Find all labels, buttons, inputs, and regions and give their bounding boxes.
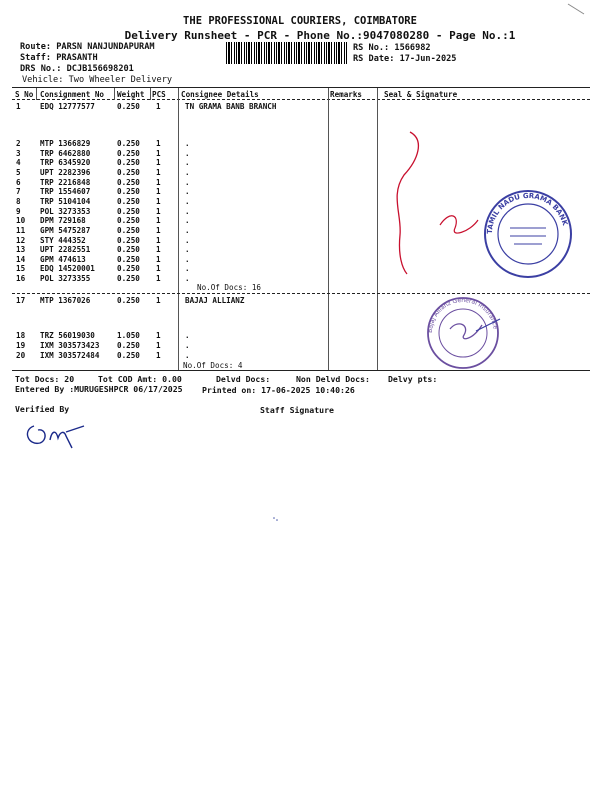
cell-weight: 0.250: [117, 158, 140, 168]
cell-consignment: TRZ 56019030: [40, 331, 95, 340]
cell-sno: 13: [16, 245, 26, 255]
col-sno: S No: [15, 90, 34, 99]
verified-signature: [27, 426, 84, 448]
cell-sno: 11: [16, 225, 26, 235]
vehicle-label: Vehicle:: [22, 75, 64, 85]
col-divider: [114, 88, 115, 100]
col-pcs: PCS: [152, 90, 166, 99]
cell-weight: 0.250: [117, 341, 140, 350]
col-seal: Seal & Signature: [384, 90, 458, 99]
rs-date: RS Date: 17-Jun-2025: [353, 54, 457, 64]
cell-sno: 7: [16, 187, 21, 197]
cell-weight: 1.050: [117, 331, 140, 340]
cell-sno: 17: [16, 296, 26, 305]
cell-details: .: [185, 148, 190, 158]
cell-consignment: UPT 2282551: [40, 245, 91, 255]
table-row: [0, 178, 600, 188]
cell-details: .: [185, 196, 190, 206]
cell-sno: 9: [16, 206, 21, 216]
table-bottom-rule: [12, 370, 590, 371]
staff-line: [20, 53, 98, 63]
cell-consignment: TRP 6462880: [40, 148, 91, 158]
cell-pcs: 1: [156, 225, 161, 235]
cell-weight: 0.250: [117, 102, 140, 111]
cell-consignment: UPT 2282396: [40, 167, 91, 177]
cell-pcs: 1: [156, 148, 161, 158]
insurance-stamp: [424, 295, 502, 371]
route-value: PARSN NANJUNDAPURAM: [56, 42, 155, 52]
cell-consignment: MTP 1367026: [40, 296, 91, 305]
drs-value: DCJB156698201: [66, 64, 134, 74]
cell-details: .: [185, 341, 190, 350]
cell-details: .: [185, 264, 190, 274]
cell-details: .: [185, 274, 190, 284]
cell-consignment: TRP 2216848: [40, 177, 91, 187]
cell-sno: 18: [16, 331, 26, 340]
col-divider: [150, 88, 151, 100]
cell-weight: 0.250: [117, 245, 140, 255]
cell-consignment: IXM 303572484: [40, 351, 100, 360]
cell-sno: 2: [16, 139, 21, 148]
drs-line: [20, 64, 134, 74]
route-line: [20, 42, 155, 52]
cell-consignment: GPM 5475287: [40, 225, 91, 235]
cell-pcs: 1: [156, 187, 161, 197]
cell-sno: 14: [16, 254, 26, 264]
cell-weight: 0.250: [117, 139, 140, 148]
consignee-name: BAJAJ ALLIANZ: [185, 296, 245, 305]
cell-sno: 8: [16, 196, 21, 206]
cell-pcs: 1: [156, 296, 161, 305]
cell-pcs: 1: [156, 206, 161, 216]
cell-weight: 0.250: [117, 225, 140, 235]
cell-consignment: TRP 5104104: [40, 196, 91, 206]
cell-weight: 0.250: [117, 351, 140, 360]
table-row: [0, 102, 600, 112]
cell-pcs: 1: [156, 102, 161, 111]
table-row: [0, 168, 600, 178]
entered-by: Entered By :MURUGESHPCR 06/17/2025: [15, 384, 183, 394]
cell-sno: 4: [16, 158, 21, 168]
table-row: [0, 331, 600, 341]
staff-value: PRASANTH: [56, 53, 98, 63]
staff-label: Staff:: [20, 53, 52, 63]
cell-pcs: 1: [156, 139, 161, 148]
cell-sno: 15: [16, 264, 26, 274]
cell-weight: 0.250: [117, 274, 140, 284]
col-remarks: Remarks: [330, 90, 363, 99]
cell-weight: 0.250: [117, 206, 140, 216]
cell-consignment: MTP 1366829: [40, 139, 91, 148]
delivery-points: Delvy pts:: [388, 374, 438, 384]
staff-signature-label: Staff Signature: [260, 405, 334, 415]
table-row: [0, 139, 600, 149]
table-row: [0, 296, 600, 306]
vehicle-value: Two Wheeler Delivery: [68, 75, 173, 85]
cell-details: .: [185, 177, 190, 187]
non-delivered-docs: Non Delvd Docs:: [296, 374, 370, 384]
cell-pcs: 1: [156, 158, 161, 168]
header-rule: [12, 99, 590, 100]
cell-details: .: [185, 245, 190, 255]
col-weight: Weight: [117, 90, 145, 99]
cell-sno: 16: [16, 274, 26, 284]
cell-pcs: 1: [156, 245, 161, 255]
cell-weight: 0.250: [117, 167, 140, 177]
group1-doc-count: No.Of Docs: 16: [197, 283, 262, 292]
rs-number: RS No.: 1566982: [353, 43, 431, 53]
cell-weight: 0.250: [117, 148, 140, 158]
cell-pcs: 1: [156, 254, 161, 264]
cell-consignment: POL 3273353: [40, 206, 91, 216]
bank-stamp: [482, 188, 574, 280]
delivered-docs: Delvd Docs:: [216, 374, 271, 384]
svg-text:Bajaj Allianz General Insuranc: [427, 297, 499, 333]
cell-pcs: 1: [156, 235, 161, 245]
cell-sno: 20: [16, 351, 26, 360]
group2-doc-count: No.Of Docs: 4: [183, 361, 243, 370]
col-consignment: Consignment No: [40, 90, 105, 99]
total-cod: Tot COD Amt: 0.00: [98, 374, 182, 384]
cell-pcs: 1: [156, 274, 161, 284]
cell-consignment: POL 3273355: [40, 274, 91, 284]
verified-by: Verified By: [15, 404, 70, 414]
cell-consignment: EDQ 14520001: [40, 264, 95, 274]
table-row: [0, 149, 600, 159]
col-consignee: Consignee Details: [181, 90, 259, 99]
consignee-name: TN GRAMA BANB BRANCH: [185, 102, 277, 111]
cell-sno: 3: [16, 148, 21, 158]
cell-sno: 1: [16, 102, 21, 111]
table-row: [0, 158, 600, 168]
printed-on: Printed on: 17-06-2025 10:40:26: [202, 385, 355, 395]
barcode: [226, 42, 347, 64]
runsheet-title: Delivery Runsheet - PCR - Phone No.:9047080280 - Page No.:1: [124, 29, 516, 42]
vehicle-line: [22, 75, 172, 85]
cell-details: .: [185, 235, 190, 245]
cell-weight: 0.250: [117, 296, 140, 305]
cell-sno: 6: [16, 177, 21, 187]
cell-consignment: IXM 303573423: [40, 341, 100, 350]
cell-sno: 12: [16, 235, 26, 245]
cell-weight: 0.250: [117, 216, 140, 226]
group-rule: [12, 293, 590, 294]
cell-pcs: 1: [156, 331, 161, 340]
cell-details: .: [185, 351, 190, 360]
table-row: [0, 351, 600, 361]
cell-details: .: [185, 167, 190, 177]
cell-details: .: [185, 254, 190, 264]
cell-sno: 19: [16, 341, 26, 350]
cell-consignment: GPM 474613: [40, 254, 86, 264]
cell-details: .: [185, 158, 190, 168]
cell-consignment: STY 444352: [40, 235, 86, 245]
cell-weight: 0.250: [117, 235, 140, 245]
cell-details: .: [185, 331, 190, 340]
cell-pcs: 1: [156, 351, 161, 360]
cell-consignment: DPM 729168: [40, 216, 86, 226]
cell-pcs: 1: [156, 264, 161, 274]
cell-pcs: 1: [156, 167, 161, 177]
cell-weight: 0.250: [117, 177, 140, 187]
cell-pcs: 1: [156, 196, 161, 206]
table-top-rule: [12, 87, 590, 88]
cell-details: .: [185, 206, 190, 216]
cell-details: .: [185, 187, 190, 197]
cell-pcs: 1: [156, 341, 161, 350]
cell-consignment: TRP 6345920: [40, 158, 91, 168]
cell-pcs: 1: [156, 177, 161, 187]
cell-weight: 0.250: [117, 196, 140, 206]
cell-weight: 0.250: [117, 264, 140, 274]
total-docs: Tot Docs: 20: [15, 374, 75, 384]
cell-consignment: TRP 1554607: [40, 187, 91, 197]
cell-pcs: 1: [156, 216, 161, 226]
cell-weight: 0.250: [117, 254, 140, 264]
cell-sno: 5: [16, 167, 21, 177]
bank-stamp-text: TAMIL NADU GRAMA BANK: [485, 191, 569, 235]
cell-weight: 0.250: [117, 187, 140, 197]
table-row: [0, 341, 600, 351]
cell-consignment: EDQ 12777577: [40, 102, 95, 111]
drs-label: DRS No.:: [20, 64, 62, 74]
cell-details: .: [185, 225, 190, 235]
cell-sno: 10: [16, 216, 26, 226]
col-divider: [36, 88, 37, 100]
company-title: THE PROFESSIONAL COURIERS, COIMBATORE: [183, 15, 417, 27]
route-label: Route:: [20, 42, 52, 52]
insurance-stamp-text: Bajaj Allianz General Insurance: [426, 296, 499, 334]
cell-details: .: [185, 216, 190, 226]
cell-details: .: [185, 139, 190, 148]
